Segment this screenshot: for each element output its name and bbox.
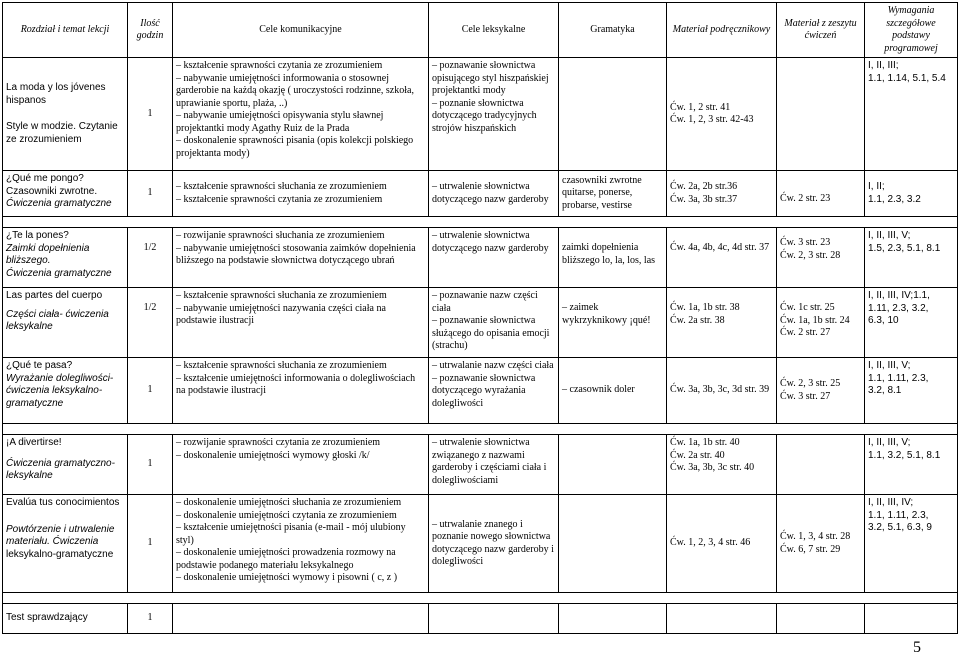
workbook-cell: Ćw. 3 str. 23 Ćw. 2, 3 str. 28 [777,228,865,288]
workbook-cell: Ćw. 1c str. 25 Ćw. 1a, 1b str. 24 Ćw. 2 str. 27 [777,288,865,358]
lexical-cell: – utrwalenie słownictwa związanego z nazwami garderoby i częściami ciała i dolegliwościami [429,435,559,495]
header-grammar: Gramatyka [559,3,667,58]
header-hours: Ilość godzin [128,3,173,58]
textbook-cell: Ćw. 1a, 1b str. 40 Ćw. 2a str. 40 Ćw. 3a, 3b, 3c str. 40 [667,435,777,495]
requirements-cell: I, II, III, IV; 1.1, 1.11, 2.3, 3.2, 5.1, 6.3, 9 [865,495,958,593]
hours-cell: 1/2 [128,228,173,288]
topic-cell: Evalúa tus conocimientos Powtórzenie i utrwalenie materiału. Ćwiczenia leksykalno-gramatyczne [3,495,128,593]
lexical-cell: – poznawanie nazw części ciała – poznawanie słownictwa służącego do opisania emocji (strachu) [429,288,559,358]
document-page [2,2,957,634]
grammar-cell: – czasownik doler [559,358,667,424]
table-row [3,358,958,424]
grammar-cell [559,495,667,593]
topic-cell: ¿Qué me pongo? Czasowniki zwrotne. Ćwiczenia gramatyczne [3,171,128,217]
textbook-cell: Ćw. 1, 2 str. 41 Ćw. 1, 2, 3 str. 42-43 [667,58,777,171]
curriculum-table [2,2,958,634]
grammar-cell: czasowniki zwrotne quitarse, ponerse, probarse, vestirse [559,171,667,217]
hours-cell: 1 [128,171,173,217]
hours-cell: 1 [128,604,173,634]
hours-cell: 1/2 [128,288,173,358]
workbook-cell: Ćw. 2 str. 23 [777,171,865,217]
requirements-cell: I, II, III; 1.1, 1.14, 5.1, 5.4 [865,58,958,171]
header-topic: Rozdział i temat lekcji [3,3,128,58]
lexical-cell [429,604,559,634]
communication-cell: – kształcenie sprawności słuchania ze zrozumieniem – kształcenie sprawności czytania ze zrozumieniem [173,171,429,217]
topic-cell: Las partes del cuerpo Części ciała- ćwiczenia leksykalne [3,288,128,358]
table-row [3,228,958,288]
textbook-cell: Ćw. 2a, 2b str.36 Ćw. 3a, 3b str.37 [667,171,777,217]
page-number: 5 [913,639,921,656]
grammar-cell: – zaimek wykrzyknikowy ¡qué! [559,288,667,358]
requirements-cell: I, II, III, V; 1.1, 1.11, 2.3, 3.2, 8.1 [865,358,958,424]
communication-cell: – kształcenie sprawności słuchania ze zrozumieniem – kształcenie umiejętności informowania o dolegliwościach na podstawie ilustracji [173,358,429,424]
hours-cell: 1 [128,358,173,424]
workbook-cell [777,435,865,495]
workbook-cell [777,604,865,634]
grammar-cell: zaimki dopełnienia bliższego lo, la, los, las [559,228,667,288]
textbook-cell [667,604,777,634]
lexical-cell: – poznawanie słownictwa opisującego styl hiszpańskiej projektantki mody – poznanie słownictwa dotyczącego tradycyjnych strojów hiszpańskich [429,58,559,171]
header-row [3,3,958,58]
table-row [3,495,958,593]
topic-cell: ¿Qué te pasa? Wyrażanie dolegliwości- ćwiczenia leksykalno- gramatyczne [3,358,128,424]
header-workbook: Materiał z zeszytu ćwiczeń [777,3,865,58]
requirements-cell: I, II; 1.1, 2.3, 3.2 [865,171,958,217]
requirements-cell [865,604,958,634]
table-row [3,435,958,495]
requirements-cell: I, II, III, V; 1.1, 3.2, 5.1, 8.1 [865,435,958,495]
topic-cell: ¿Te la pones? Zaimki dopełnienia bliższego. Ćwiczenia gramatyczne [3,228,128,288]
grammar-cell [559,58,667,171]
lexical-cell: – utrwalanie nazw części ciała – poznawanie słownictwa dotyczącego wyrażania dolegliwości [429,358,559,424]
table-row [3,288,958,358]
lexical-cell: – utrwalenie słownictwa dotyczącego nazw garderoby [429,171,559,217]
topic-cell: ¡A divertirse! Ćwiczenia gramatyczno- leksykalne [3,435,128,495]
communication-cell: – kształcenie sprawności czytania ze zrozumieniem – nabywanie umiejętności informowania o stosownej garderobie na każdą okazję ( uroczystości rodzinne, szkoła, uprawianie sportu, plaża, ..) – nabywanie umiejętności opisywania stylu sławnej projektantki mody Agathy Ruiz de la Prada – doskonalenie sprawności pisania (opis kolekcji polskiego projektanta mody) [173,58,429,171]
textbook-cell: Ćw. 1, 2, 3, 4 str. 46 [667,495,777,593]
grammar-cell [559,435,667,495]
communication-cell: – kształcenie sprawności słuchania ze zrozumieniem – nabywanie umiejętności nazywania części ciała na podstawie ilustracji [173,288,429,358]
header-textbook: Materiał podręcznikowy [667,3,777,58]
workbook-cell [777,58,865,171]
requirements-cell: I, II, III, V; 1.5, 2.3, 5.1, 8.1 [865,228,958,288]
lexical-cell: – utrwalanie znanego i poznanie nowego słownictwa dotyczącego nazw garderoby i dolegliwości [429,495,559,593]
textbook-cell: Ćw. 4a, 4b, 4c, 4d str. 37 [667,228,777,288]
communication-cell: – rozwijanie sprawności czytania ze zrozumieniem – doskonalenie umiejętności wymowy głoski /k/ [173,435,429,495]
lexical-cell: – utrwalenie słownictwa dotyczącego nazw garderoby [429,228,559,288]
grammar-cell [559,604,667,634]
textbook-cell: Ćw. 1a, 1b str. 38 Ćw. 2a str. 38 [667,288,777,358]
hours-cell: 1 [128,495,173,593]
communication-cell: – doskonalenie umiejętności słuchania ze zrozumieniem – doskonalenie umiejętności czytania ze zrozumieniem – kształcenie umiejętności pisania (e-mail - mój ulubiony styl) – doskonalenie umiejętności prowadzenia rozmowy na podstawie podanego materiału leksykalnego – doskonalenie umiejętności wymowy i pisowni ( c, z ) [173,495,429,593]
textbook-cell: Ćw. 3a, 3b, 3c, 3d str. 39 [667,358,777,424]
requirements-cell: I, II, III, IV;1.1, 1.11, 2.3, 3.2, 6.3, 10 [865,288,958,358]
communication-cell: – rozwijanie sprawności słuchania ze zrozumieniem – nabywanie umiejętności stosowania zaimków dopełnienia bliższego na podstawie słownictwa dotyczącego ubrań [173,228,429,288]
table-row [3,58,958,171]
workbook-cell: Ćw. 1, 3, 4 str. 28 Ćw. 6, 7 str. 29 [777,495,865,593]
topic-cell: La moda y los jóvenes hispanos Style w modzie. Czytanie ze zrozumieniem [3,58,128,171]
header-communication: Cele komunikacyjne [173,3,429,58]
table-row [3,604,958,634]
table-row [3,171,958,217]
communication-cell [173,604,429,634]
topic-cell: Test sprawdzający [3,604,128,634]
hours-cell: 1 [128,435,173,495]
hours-cell: 1 [128,58,173,171]
header-requirements: Wymagania szczegółowe podstawy programowej [865,3,958,58]
workbook-cell: Ćw. 2, 3 str. 25 Ćw. 3 str. 27 [777,358,865,424]
header-lexical: Cele leksykalne [429,3,559,58]
